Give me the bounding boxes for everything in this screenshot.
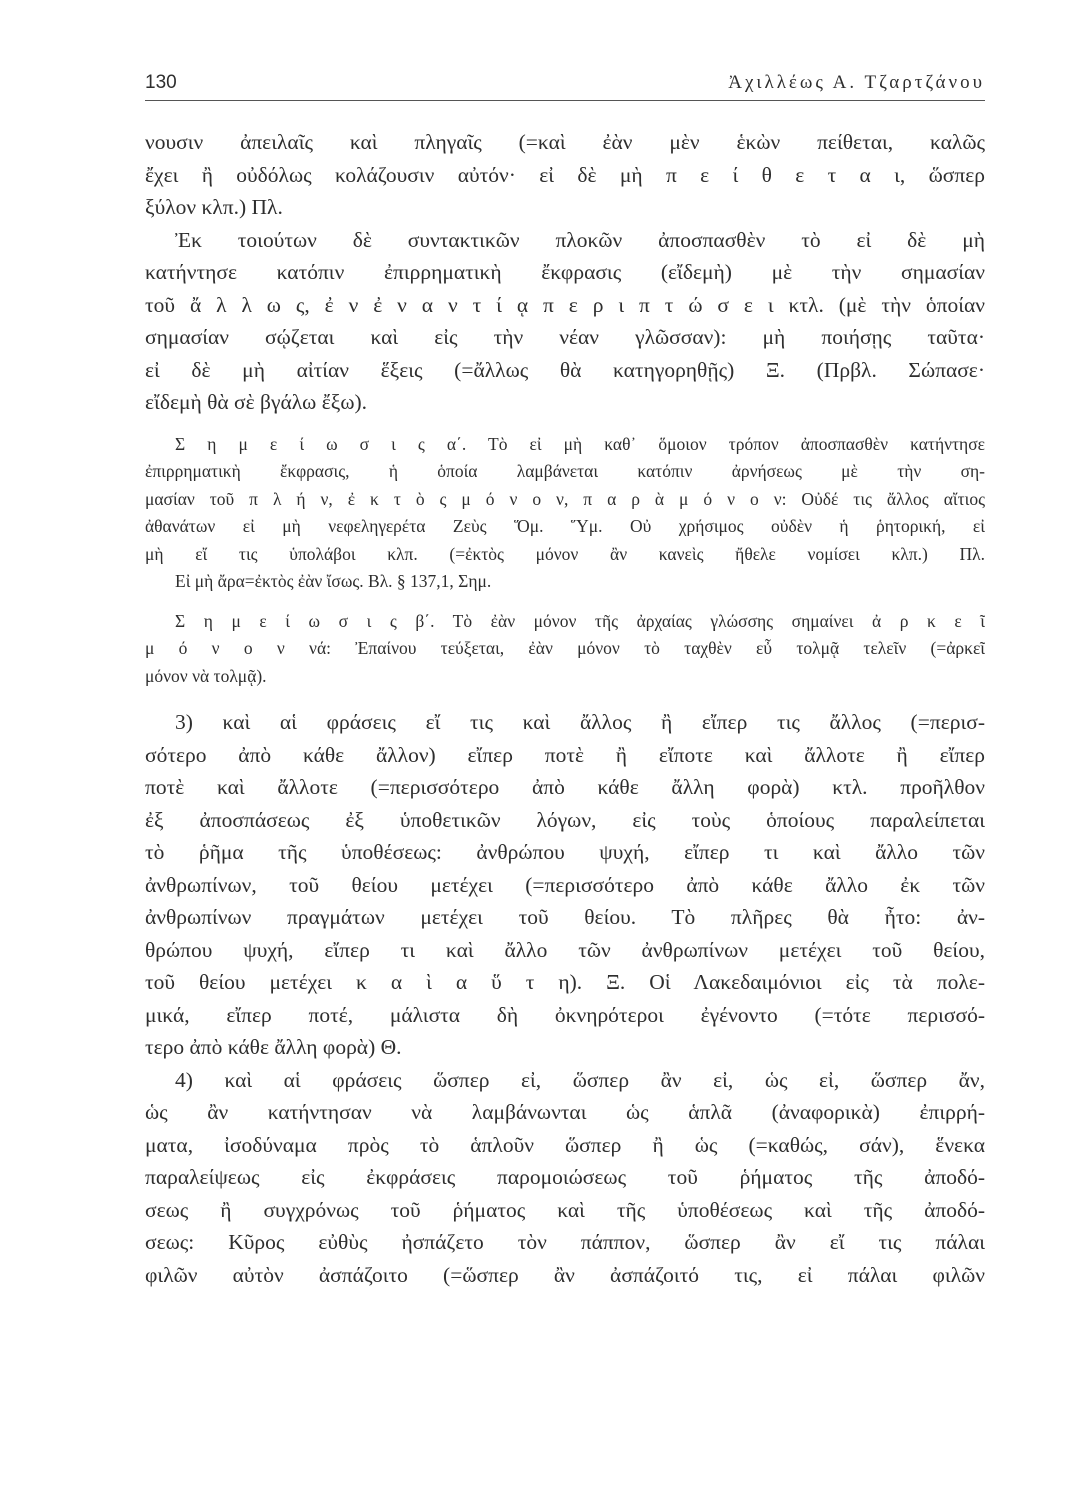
- text-line: τοῦ ἄ λ λ ω ς, ἐ ν ἐ ν α ν τ ί ᾳ π ε ρ ι π τ ώ σ ε ι κτλ. (μὲ τὴν ὁποίαν: [145, 292, 985, 317]
- note-line: μ ό ν ο ν νά: Ἐπαίνου τεύξεται, ἐὰν μόνον τὸ ταχθὲν εὖ τολμᾷ τελεῖν (=ἀρκεῖ: [145, 638, 985, 658]
- text-line: σεως ἢ συγχρόνως τοῦ ῥήματος καὶ τῆς ὑποθέσεως καὶ τῆς ἀποδό-: [145, 1197, 985, 1222]
- page-body: [145, 126, 985, 1291]
- text-line: τερο ἀπὸ κάθε ἄλλη φορὰ) Θ.: [145, 1035, 402, 1059]
- note-line: μόνον νὰ τολμᾷ).: [145, 665, 267, 686]
- note-line: ἀθανάτων εἰ μὴ νεφεληγερέτα Ζεὺς Ὅμ. Ὕμ. Οὐ χρήσιμος οὐδὲν ἡ ῥητορική, εἰ: [145, 516, 985, 536]
- text-line: Ἐκ τοιούτων δὲ συντακτικῶν πλοκῶν ἀποσπασθὲν τὸ εἰ δὲ μὴ: [175, 227, 985, 252]
- text-line: σημασίαν σῴζεται καὶ εἰς τὴν νέαν γλῶσσαν): μὴ ποιήσῃς ταῦτα·: [145, 325, 985, 349]
- text-line: σεως: Κῦρος εὐθὺς ἠσπάζετο τὸν πάππον, ὥσπερ ἂν εἴ τις πάλαι: [145, 1230, 985, 1254]
- text-line: νουσιν ἀπειλαῖς καὶ πληγαῖς (=καὶ ἐὰν μὲν ἑκὼν πείθεται, καλῶς: [145, 130, 985, 154]
- paragraph-4: [145, 1064, 985, 1292]
- paragraph-2: [145, 224, 985, 419]
- text-line: εἰ δὲ μὴ αἰτίαν ἕξεις (=ἄλλως θὰ κατηγορηθῇς) Ξ. (Πρβλ. Σώπασε·: [145, 357, 985, 382]
- paragraph-1: [145, 126, 985, 224]
- note-line: Σ η μ ε ί ω σ ι ς α΄. Τὸ εἰ μὴ καθ᾽ ὅμοιον τρόπον ἀποσπασθὲν κατήντησε: [175, 433, 985, 454]
- text-line: ποτὲ καὶ ἄλλοτε (=περισσότερο ἀπὸ κάθε ἄλλη φορὰ) κτλ. προῆλθον: [145, 775, 985, 799]
- text-line: θρώπου ψυχή, εἴπερ τι καὶ ἄλλο τῶν ἀνθρωπίνων μετέχει τοῦ θείου,: [145, 937, 985, 962]
- note-line: ἐπιρρηματικὴ ἔκφρασις, ἡ ὁποία λαμβάνεται κατόπιν ἀρνήσεως μὲ τὴν ση-: [145, 461, 985, 481]
- paragraph-3: [145, 706, 985, 1064]
- text-line: ἀνθρωπίνων, τοῦ θείου μετέχει (=περισσότερο ἀπὸ κάθε ἄλλο ἐκ τῶν: [145, 872, 985, 897]
- text-line: 4) καὶ αἱ φράσεις ὥσπερ εἰ, ὥσπερ ἂν εἰ, ὡς εἰ, ὥσπερ ἄν,: [175, 1067, 985, 1092]
- text-line: παραλείψεως εἰς ἐκφράσεις παρομοιώσεως τοῦ ῥήματος τῆς ἀποδό-: [145, 1165, 985, 1189]
- note-1: [145, 431, 985, 596]
- text-line: 3) καὶ αἱ φράσεις εἴ τις καὶ ἄλλος ἢ εἴπερ τις ἄλλος (=περισ-: [175, 710, 985, 734]
- note-line: Σ η μ ε ί ω σ ι ς β΄. Τὸ ἐὰν μόνον τῆς ἀρχαίας γλώσσης σημαίνει ἀ ρ κ ε ῖ: [175, 610, 985, 631]
- note-line: μὴ εἴ τις ὑπολάβοι κλπ. (=ἐκτὸς μόνον ἂν κανεὶς ἤθελε νομίσει κλπ.) Πλ.: [145, 543, 985, 564]
- text-line: σότερο ἀπὸ κάθε ἄλλον) εἴπερ ποτὲ ἢ εἴποτε καὶ ἄλλοτε ἢ εἴπερ: [145, 742, 985, 767]
- text-line: ἀνθρωπίνων πραγμάτων μετέχει τοῦ θείου. Τὸ πλῆρες θὰ ἦτο: ἀν-: [145, 905, 985, 929]
- running-title: Ἀχιλλέως Α. Τζαρτζάνου: [728, 72, 985, 93]
- note-line: μασίαν τοῦ π λ ή ν, ἐ κ τ ὸ ς μ ό ν ο ν, π α ρ ὰ μ ό ν ο ν: Οὐδέ τις ἄλλος αἴτιος: [145, 488, 985, 509]
- text-line: ἔχει ἢ οὐδόλως κολάζουσιν αὐτόν· εἰ δὲ μὴ π ε ί θ ε τ α ι, ὥσπερ: [145, 162, 985, 187]
- page-header: [145, 60, 985, 101]
- text-line: κατήντησε κατόπιν ἐπιρρηματικὴ ἔκφρασις (εἴδεμὴ) μὲ τὴν σημασίαν: [145, 260, 985, 284]
- text-line: ματα, ἰσοδύναμα πρὸς τὸ ἁπλοῦν ὥσπερ ἢ ὡς (=καθώς, σάν), ἕνεκα: [145, 1132, 985, 1157]
- text-line: τοῦ θείου μετέχει κ α ὶ α ὕ τ η). Ξ. Οἱ Λακεδαιμόνιοι εἰς τὰ πολε-: [145, 970, 985, 994]
- text-line: μικά, εἴπερ ποτέ, μάλιστα δὴ ὀκνηρότεροι ἐγένοντο (=τότε περισσό-: [145, 1002, 985, 1027]
- text-line: ξύλον κλπ.) Πλ.: [145, 195, 283, 219]
- text-line: φιλῶν αὐτὸν ἀσπάζοιτο (=ὥσπερ ἂν ἀσπάζοιτό τις, εἰ πάλαι φιλῶν: [145, 1262, 985, 1287]
- text-line: ὡς ἂν κατήντησαν νὰ λαμβάνωνται ὡς ἁπλᾶ (ἀναφορικὰ) ἐπιρρή-: [145, 1100, 985, 1124]
- note-line: Εἰ μὴ ἄρα=ἐκτὸς ἐὰν ἴσως. Βλ. § 137,1, Σημ.: [175, 571, 492, 591]
- text-line: ἐξ ἀποσπάσεως ἐξ ὑποθετικῶν λόγων, εἰς τοὺς ὁποίους παραλείπεται: [145, 807, 985, 832]
- note-2: [145, 608, 985, 691]
- page-number: 130: [145, 72, 177, 93]
- text-line: εἴδεμὴ θὰ σὲ βγάλω ἔξω).: [145, 390, 368, 414]
- text-line: τὸ ῥῆμα τῆς ὑποθέσεως: ἀνθρώπου ψυχή, εἴπερ τι καὶ ἄλλο τῶν: [145, 840, 985, 864]
